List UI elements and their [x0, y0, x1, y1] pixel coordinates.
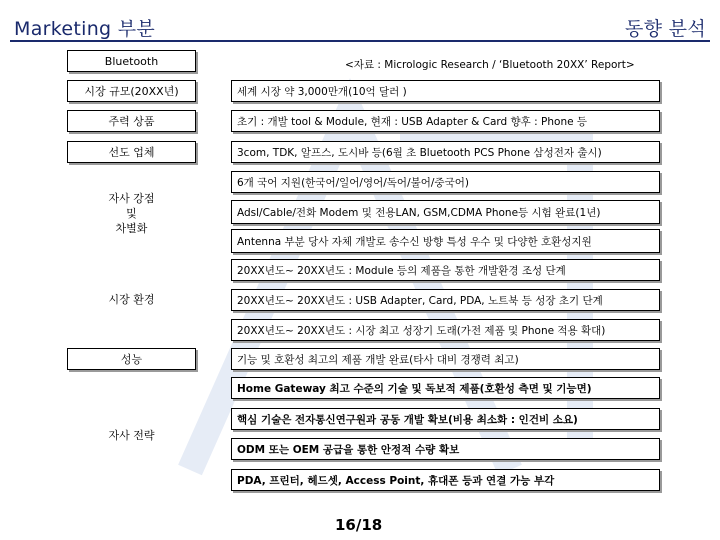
market-env-item-1: 20XX년도~ 20XX년도 : Module 등의 제품을 통한 개발환경 조성 단계 — [231, 259, 660, 281]
strategy-label: 자사 전략 — [108, 429, 155, 442]
strategy-item-1: Home Gateway 최고 수준의 기술 및 독보적 제품(호환성 측면 및 기능면) — [231, 377, 660, 399]
source-note: <자료 : Micrologic Research / ‘Bluetooth 20XX’ Report> — [345, 59, 635, 71]
performance-label: 성능 — [67, 348, 196, 370]
market-env-item-2: 20XX년도~ 20XX년도 : USB Adapter, Card, PDA, 노트북 등 성장 초기 단계 — [231, 289, 660, 311]
market-size-content: 세계 시장 약 3,000만개(10억 달러 ) — [231, 80, 660, 102]
strategy-item-4: PDA, 프린터, 헤드셋, Access Point, 휴대폰 등과 연결 가능 부각 — [231, 469, 660, 491]
strategy-item-3: ODM 또는 OEM 공급을 통한 안정적 수량 확보 — [231, 438, 660, 460]
page-number: 16/18 — [335, 516, 383, 534]
market-env-item-3: 20XX년도~ 20XX년도 : 시장 최고 성장기 도래(가전 제품 및 Phone 적용 확대) — [231, 319, 660, 341]
main-product-label: 주력 상품 — [67, 110, 196, 132]
strength-item-2: Adsl/Cable/전화 Modem 및 전용LAN, GSM,CDMA Phone등 시험 완료(1년) — [231, 200, 660, 224]
strength-label: 자사 강점 및 차별화 — [108, 192, 155, 235]
header-divider — [10, 40, 710, 42]
strategy-item-2: 핵심 기술은 전자통신연구원과 공동 개발 확보(비용 최소화 : 인건비 소요) — [231, 408, 660, 430]
category-box: Bluetooth — [67, 50, 196, 72]
leading-company-content: 3com, TDK, 알프스, 도시바 등(6월 초 Bluetooth PCS Phone 삼성전자 출시) — [231, 141, 660, 163]
strength-item-1: 6개 국어 지원(한국어/일어/영어/독어/불어/중국어) — [231, 171, 660, 193]
performance-content: 기능 및 호환성 최고의 제품 개발 완료(타사 대비 경쟁력 최고) — [231, 348, 660, 370]
watermark-logo — [150, 70, 610, 500]
strength-item-3: Antenna 부분 당사 자체 개발로 송수신 방향 특성 우수 및 다양한 호환성지원 — [231, 229, 660, 253]
market-size-label: 시장 규모(20XX년) — [67, 80, 196, 102]
page-title: Marketing 부분 — [14, 18, 156, 40]
section-title: 동향 분석 — [625, 18, 706, 40]
market-env-label: 시장 환경 — [108, 293, 155, 306]
main-product-content: 초기 : 개발 tool & Module, 현재 : USB Adapter & Card 향후 : Phone 등 — [231, 110, 660, 132]
leading-company-label: 선도 업체 — [67, 141, 196, 163]
